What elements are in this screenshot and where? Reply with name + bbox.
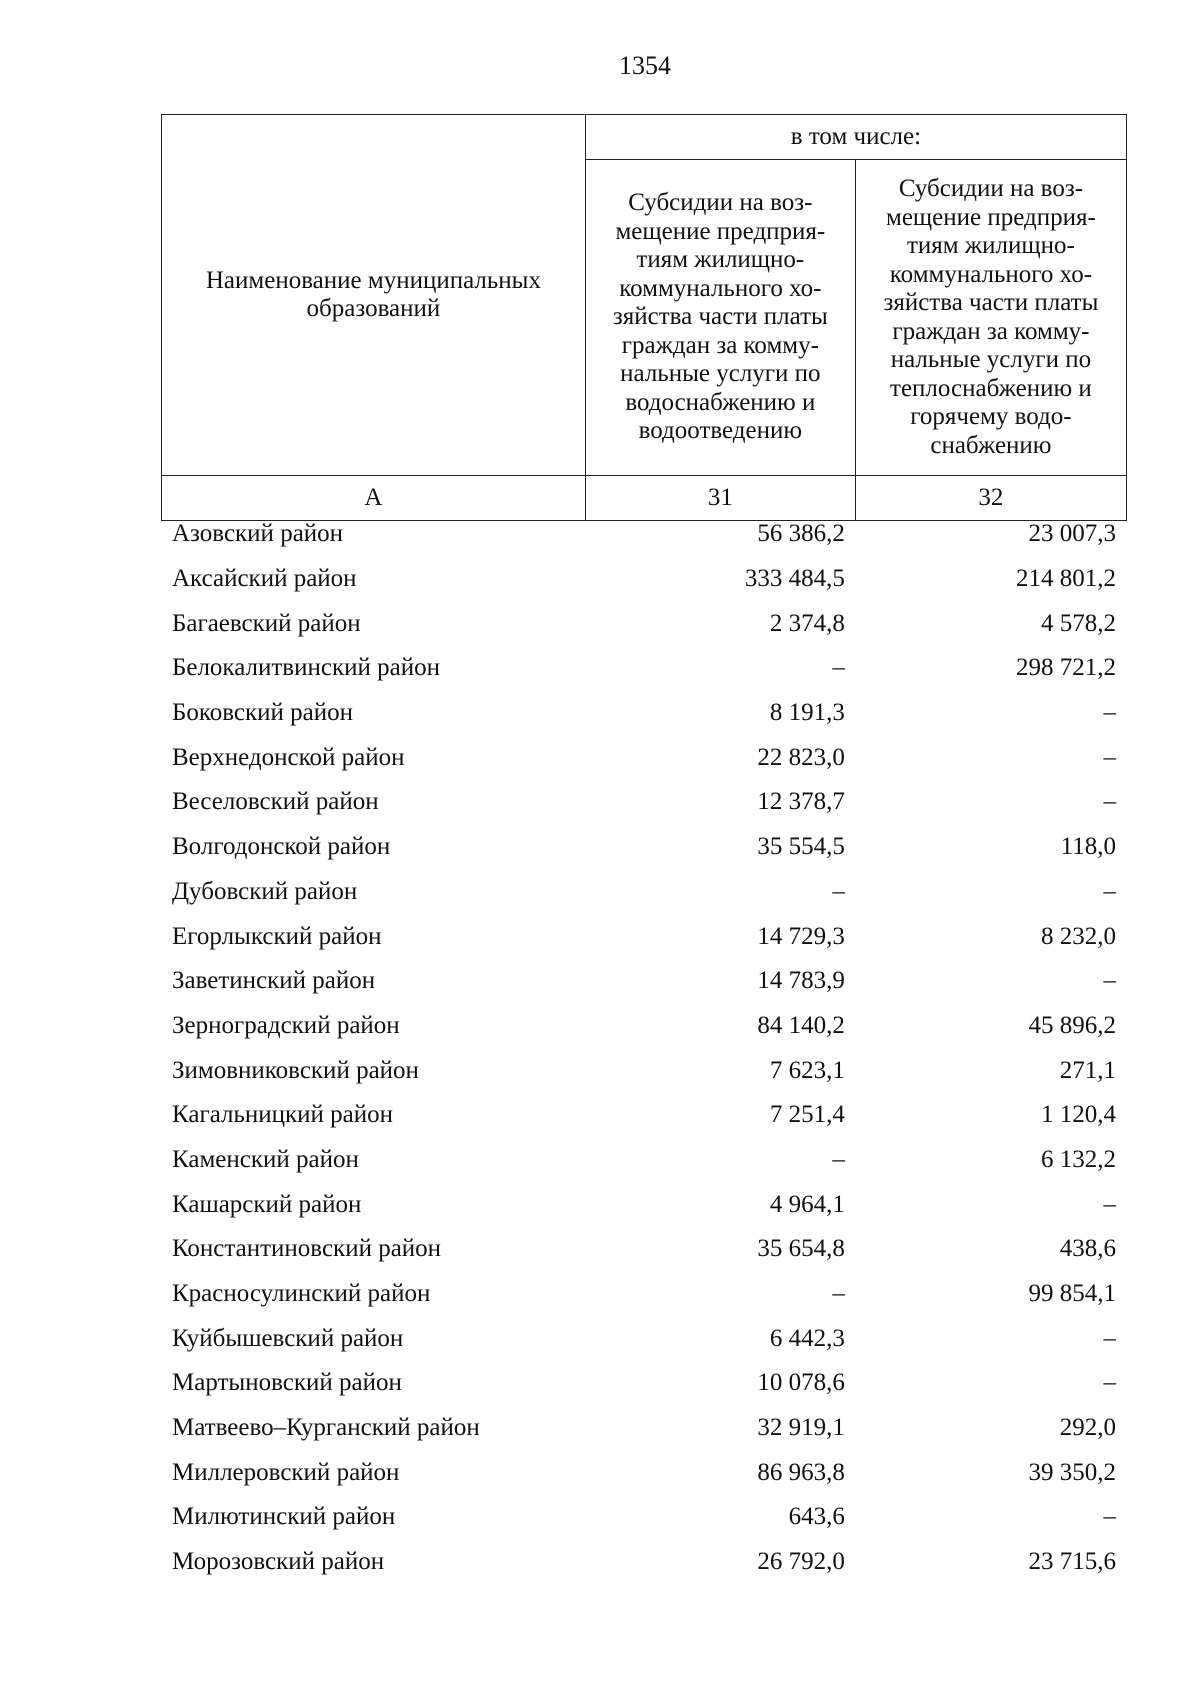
table-row [161,691,1127,736]
row-value-31: 2 374,8 [769,609,845,637]
row-name: Константиновский район [172,1235,442,1263]
table-row [161,1361,1127,1406]
table-row [161,1540,1127,1585]
header-col-32: 32 [855,476,1126,521]
row-name: Кашарский район [172,1190,362,1218]
row-value-31: 86 963,8 [757,1458,845,1486]
row-value-32: 271,1 [1059,1056,1116,1084]
table-row [161,1406,1127,1451]
row-name: Заветинский район [172,967,376,995]
row-value-32: – [1103,1190,1116,1218]
row-value-31: 56 386,2 [757,520,845,548]
row-value-32: – [1103,743,1116,771]
row-value-31: 35 554,5 [757,833,845,861]
header-col31-label: Субсидии на воз-мещение предприя-тиям жилищно-коммунального хо-зяйства части платы граждан за комму-нальные услуги по водоснабжению и водоотведению [612,189,828,445]
row-name: Матвеево–Курганский район [172,1414,480,1442]
page-number: 1354 [619,51,671,80]
header-col31 [585,160,855,476]
row-value-31: 84 140,2 [757,1011,845,1039]
row-name: Багаевский район [172,609,361,637]
row-value-32: – [1103,1324,1116,1352]
row-value-32: 23 715,6 [1028,1548,1116,1576]
table-row [161,1272,1127,1317]
row-value-32: – [1103,1369,1116,1397]
table-row [161,1227,1127,1272]
row-name: Боковский район [172,699,353,727]
row-name: Куйбышевский район [172,1324,404,1352]
header-name-label: Наименование муниципальных образований [205,266,541,322]
row-value-32: 118,0 [1060,833,1116,861]
row-name: Мартыновский район [172,1369,402,1397]
table-row [161,1048,1127,1093]
row-value-32: 6 132,2 [1041,1145,1116,1173]
row-value-31: – [832,1145,845,1173]
row-value-32: – [1103,877,1116,905]
table-row [161,735,1127,780]
row-name: Милютинский район [172,1503,396,1531]
row-name: Аксайский район [172,565,357,593]
row-value-32: – [1103,699,1116,727]
header-including: в том числе: [585,115,1126,160]
row-value-31: 22 823,0 [757,743,845,771]
row-value-31: 35 654,8 [757,1235,845,1263]
row-value-32: 8 232,0 [1041,922,1116,950]
row-value-32: – [1103,1503,1116,1531]
row-value-32: 23 007,3 [1028,520,1116,548]
table-row [161,1093,1127,1138]
row-value-31: 8 191,3 [769,699,845,727]
table-row [161,825,1127,870]
row-value-31: 12 378,7 [757,788,845,816]
table-row [161,780,1127,825]
row-value-31: 643,6 [788,1503,845,1531]
header-col-a: А [162,476,586,521]
row-value-31: – [832,1280,845,1308]
table-row [161,870,1127,915]
row-value-32: – [1103,788,1116,816]
table-row [161,914,1127,959]
row-value-32: 99 854,1 [1028,1280,1116,1308]
row-value-31: 6 442,3 [769,1324,845,1352]
row-value-31: 7 623,1 [769,1056,845,1084]
row-value-32: 45 896,2 [1028,1011,1116,1039]
row-value-32: 1 120,4 [1041,1101,1116,1129]
row-name: Белокалитвинский район [172,654,440,682]
table-row [161,959,1127,1004]
table-row [161,1138,1127,1183]
row-value-31: 14 729,3 [757,922,845,950]
row-name: Егорлыкский район [172,922,382,950]
header-name-column [162,115,586,476]
table-row [161,646,1127,691]
row-value-32: 39 350,2 [1028,1458,1116,1486]
row-name: Дубовский район [172,877,358,905]
row-name: Верхнедонской район [172,743,405,771]
row-name: Веселовский район [172,788,379,816]
table-row [161,1450,1127,1495]
row-value-32: 292,0 [1059,1414,1116,1442]
row-value-31: – [832,877,845,905]
table-row [161,1495,1127,1540]
row-value-31: 333 484,5 [744,565,845,593]
row-name: Азовский район [172,520,344,548]
row-value-31: 10 078,6 [757,1369,845,1397]
row-name: Зерноградский район [172,1011,400,1039]
row-value-32: – [1103,967,1116,995]
table-row [161,1182,1127,1227]
header-col-31: 31 [585,476,855,521]
row-value-31: – [832,654,845,682]
header-col32 [855,160,1126,476]
row-value-31: 7 251,4 [769,1101,845,1129]
table-header [161,114,1127,521]
table-row [161,1316,1127,1361]
table-body [161,512,1127,1585]
row-name: Каменский район [172,1145,359,1173]
table-row [161,557,1127,602]
row-value-31: 14 783,9 [757,967,845,995]
row-name: Зимовниковский район [172,1056,419,1084]
row-name: Красносулинский район [172,1280,431,1308]
row-value-32: 298 721,2 [1016,654,1116,682]
row-value-32: 4 578,2 [1041,609,1116,637]
row-name: Кагальницкий район [172,1101,394,1129]
table-row [161,601,1127,646]
header-col32-label: Субсидии на воз-мещение предприя-тиям жилищно-коммунального хо-зяйства части платы граждан за комму-нальные услуги по теплоснабжению и горячему водо-снабжению [883,175,1099,459]
row-name: Волгодонской район [172,833,391,861]
row-name: Морозовский район [172,1548,385,1576]
table-row [161,1004,1127,1049]
row-value-31: 4 964,1 [769,1190,845,1218]
row-value-31: 32 919,1 [757,1414,845,1442]
row-value-32: 438,6 [1059,1235,1116,1263]
row-value-32: 214 801,2 [1016,565,1116,593]
table-row [161,512,1127,557]
row-name: Миллеровский район [172,1458,400,1486]
row-value-31: 26 792,0 [757,1548,845,1576]
